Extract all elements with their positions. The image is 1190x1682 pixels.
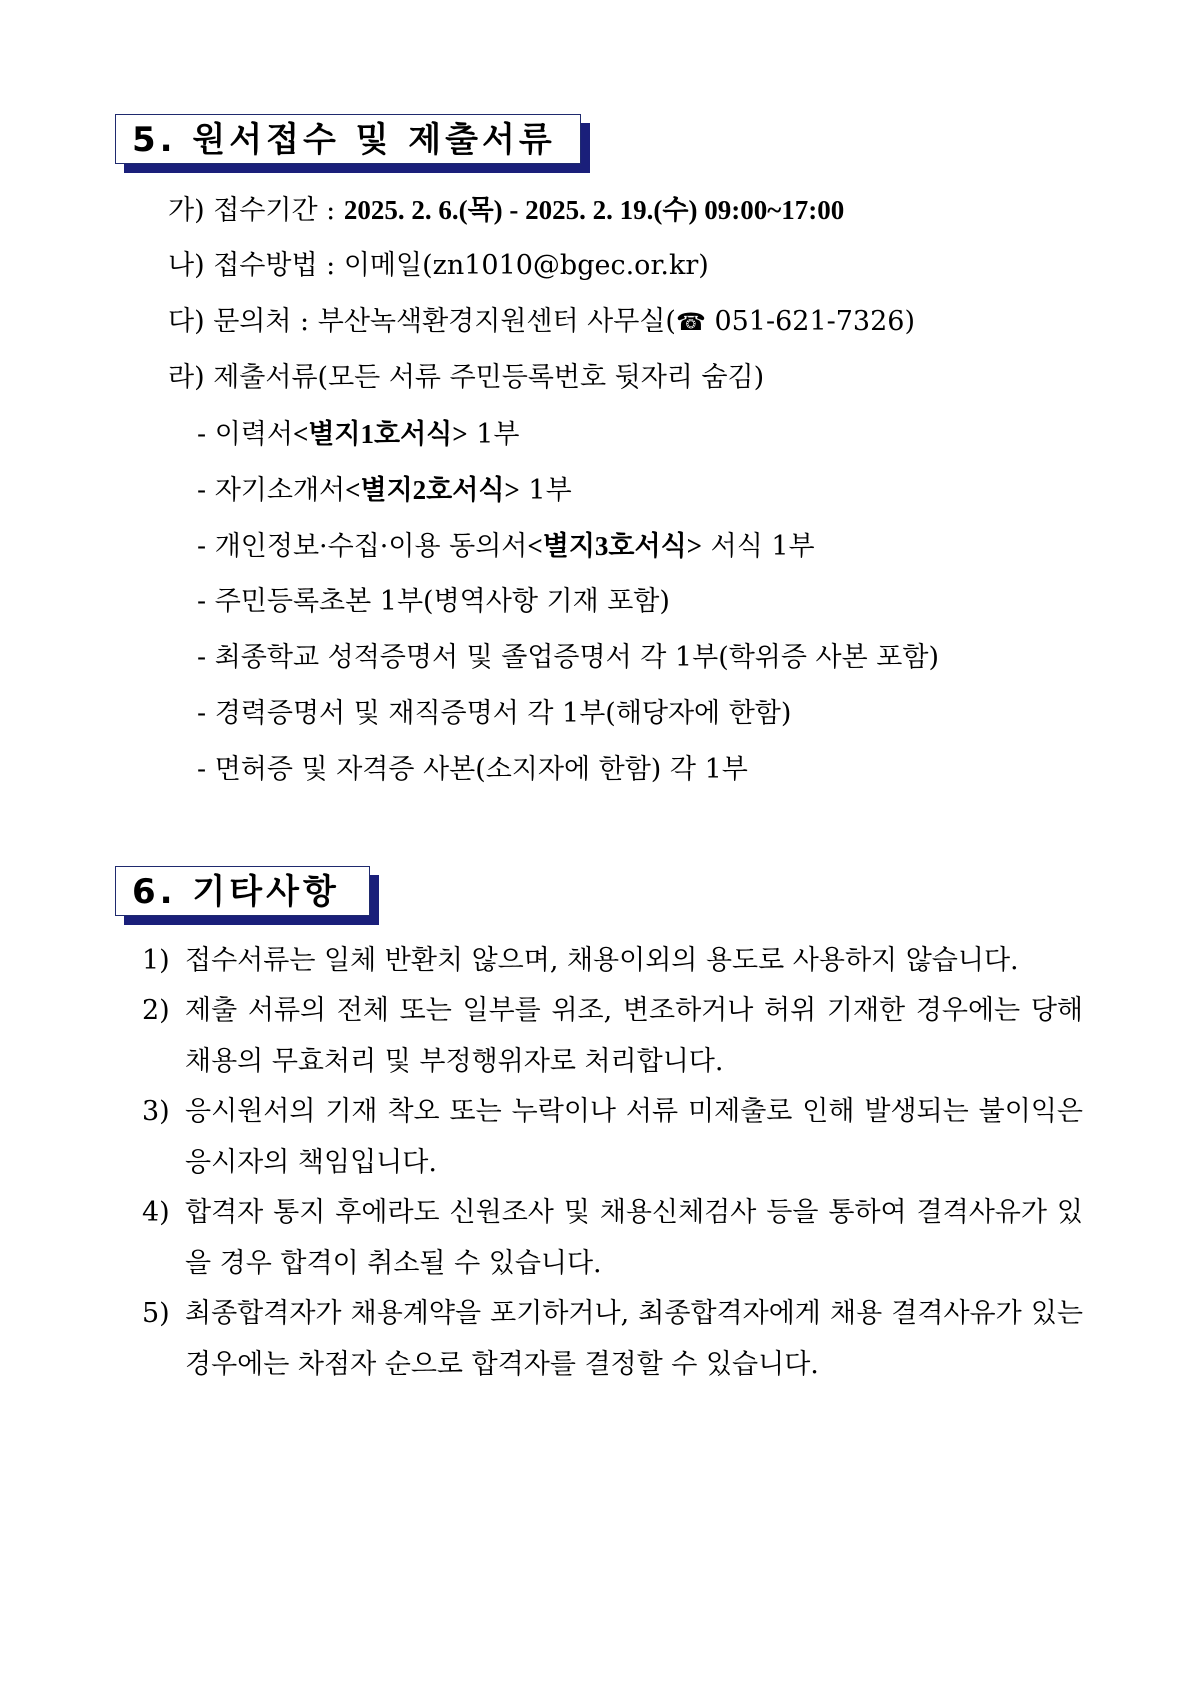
document-item-form: <별지2호서식> — [345, 475, 520, 505]
note-number: 3) — [142, 1096, 170, 1127]
section-5-heading — [115, 114, 581, 164]
document-item — [197, 696, 791, 732]
documents-label: 제출서류(모든 서류 주민등록번호 뒷자리 숨김) — [213, 362, 765, 393]
method-line — [168, 248, 709, 284]
note-number: 1) — [142, 945, 170, 976]
document-item-text: - 자기소개서 — [197, 475, 346, 506]
method-value: 이메일(zn1010@bgec.or.kr) — [343, 250, 709, 281]
section-6-heading — [115, 866, 370, 916]
note-number: 4) — [142, 1197, 170, 1228]
document-item-text: - 이력서 — [197, 419, 293, 450]
document-item — [197, 472, 572, 509]
section-6-title: 6. 기타사항 — [132, 872, 340, 912]
period-label: 접수기간 : — [213, 195, 336, 226]
note-number: 2) — [142, 995, 170, 1026]
document-item-text: - 경력증명서 및 재직증명서 각 1부(해당자에 한함) — [197, 698, 792, 729]
documents-line — [168, 360, 764, 396]
document-item — [197, 416, 519, 453]
contact-label: 문의처 : — [213, 306, 310, 337]
document-item-text: - 최종학교 성적증명서 및 졸업증명서 각 1부(학위증 사본 포함) — [197, 642, 939, 673]
document-item-suffix: 서식 1부 — [702, 531, 815, 562]
document-item-text: - 개인정보·수집·이용 동의서 — [197, 531, 528, 562]
document-item-form: <별지3호서식> — [527, 531, 703, 561]
note-text: 합격자 통지 후에라도 신원조사 및 채용신체검사 등을 통하여 결격사유가 있을 경우 합격이 취소될 수 있습니다. — [185, 1197, 1083, 1279]
note-text: 제출 서류의 전체 또는 일부를 위조, 변조하거나 허위 기재한 경우에는 당해 채용의 무효처리 및 부정행위자로 처리합니다. — [185, 995, 1083, 1077]
document-item-text: - 주민등록초본 1부(병역사항 기재 포함) — [197, 586, 670, 617]
document-item-suffix: 1부 — [467, 419, 520, 450]
contact-value: 부산녹색환경지원센터 사무실( — [317, 306, 676, 337]
contact-marker: 다) — [168, 306, 205, 337]
method-label: 접수방법 : — [213, 250, 336, 281]
document-item — [197, 584, 670, 620]
document-item-text: - 면허증 및 자격증 사본(소지자에 한함) 각 1부 — [197, 754, 748, 785]
document-item-suffix: 1부 — [519, 475, 572, 506]
period-value: 2025. 2. 6.(목) - 2025. 2. 19.(수) 09:00~17:00 — [343, 195, 845, 225]
contact-line — [168, 304, 915, 340]
note-text: 응시원서의 기재 착오 또는 누락이나 서류 미제출로 인해 발생되는 불이익은 응시자의 책임입니다. — [185, 1096, 1083, 1178]
section-5-title: 5. 원서접수 및 제출서류 — [132, 120, 556, 160]
document-item-form: <별지1호서식> — [292, 419, 468, 449]
document-item — [197, 752, 748, 788]
note-text: 접수서류는 일체 반환치 않으며, 채용이외의 용도로 사용하지 않습니다. — [185, 945, 1019, 976]
phone-icon: ☎ — [675, 308, 706, 336]
documents-marker: 라) — [168, 362, 205, 393]
method-marker: 나) — [168, 250, 205, 281]
document-item — [197, 528, 815, 565]
contact-phone: 051-621-7326) — [714, 306, 915, 337]
period-marker: 가) — [168, 195, 205, 226]
note-number: 5) — [142, 1298, 170, 1329]
period-line — [168, 192, 844, 229]
note-text: 최종합격자가 채용계약을 포기하거나, 최종합격자에게 채용 결격사유가 있는 경우에는 차점자 순으로 합격자를 결정할 수 있습니다. — [185, 1298, 1083, 1380]
document-item — [197, 640, 939, 676]
